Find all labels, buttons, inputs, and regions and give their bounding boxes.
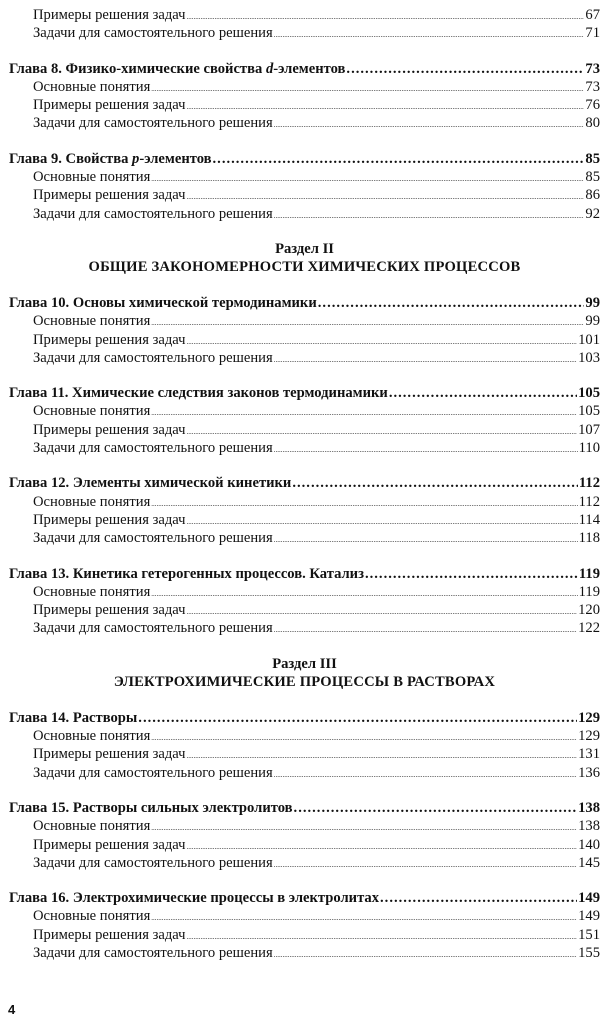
toc-entry[interactable] <box>9 493 600 511</box>
toc-page-number: 129 <box>578 728 600 745</box>
toc-page-number: 73 <box>585 60 600 77</box>
dot-leader <box>213 150 585 168</box>
toc-entry[interactable] <box>9 96 600 114</box>
toc-entry-label: Примеры решения задач <box>33 421 186 438</box>
toc-entry-label: Примеры решения задач <box>33 836 186 853</box>
section-number: Раздел II <box>275 240 334 257</box>
dot-leader <box>151 819 577 837</box>
toc-page-number: 86 <box>585 187 600 204</box>
section-heading <box>9 240 600 277</box>
section-heading <box>9 655 600 692</box>
toc-entry[interactable] <box>9 836 600 854</box>
toc-page-number: 76 <box>585 97 600 114</box>
chapter-15-heading[interactable] <box>9 799 600 817</box>
dot-leader <box>151 170 584 188</box>
dot-leader <box>380 889 577 907</box>
toc-page-number: 131 <box>578 746 600 763</box>
toc-entry[interactable] <box>9 78 600 96</box>
dot-leader <box>365 565 578 583</box>
toc-page-number: 149 <box>578 890 600 907</box>
toc-entry-label: Задачи для самостоятельного решения <box>33 944 273 961</box>
toc-page-number: 112 <box>578 493 600 510</box>
toc-page-number: 122 <box>578 620 600 637</box>
dot-leader <box>292 474 578 492</box>
toc-entry[interactable] <box>9 817 600 835</box>
dot-leader <box>151 80 584 98</box>
dot-leader <box>274 207 585 225</box>
toc-entry[interactable] <box>9 764 600 782</box>
toc-entry-label: Основные понятия <box>33 908 151 925</box>
toc-entry[interactable] <box>9 349 600 367</box>
toc-page-number: 99 <box>585 294 600 311</box>
toc-entry[interactable] <box>9 24 600 42</box>
chapter-11-heading[interactable] <box>9 384 600 402</box>
toc-entry[interactable] <box>9 439 600 457</box>
page-number: 4 <box>8 1002 16 1017</box>
toc-entry-label: Основные понятия <box>33 403 151 420</box>
dot-leader <box>151 909 577 927</box>
toc-entry[interactable] <box>9 854 600 872</box>
toc-entry-label: Задачи для самостоятельного решения <box>33 764 273 781</box>
dot-leader <box>274 116 585 134</box>
toc-entry-label: Основные понятия <box>33 818 151 835</box>
table-of-contents <box>9 6 600 962</box>
chapter-title: Глава 14. Растворы <box>9 709 138 726</box>
toc-page-number: 101 <box>578 331 600 348</box>
toc-entry[interactable] <box>9 331 600 349</box>
chapter-13-heading[interactable] <box>9 565 600 583</box>
toc-entry-label: Примеры решения задач <box>33 511 186 528</box>
toc-page-number: 92 <box>585 205 600 222</box>
toc-entry-label: Основные понятия <box>33 728 151 745</box>
chapter-title: Глава 11. Химические следствия законов термодинамики <box>9 385 388 402</box>
toc-page-number: 103 <box>578 349 600 366</box>
toc-page-number: 80 <box>585 115 600 132</box>
toc-entry[interactable] <box>9 114 600 132</box>
toc-page-number: 119 <box>578 565 600 582</box>
toc-page-number: 107 <box>578 421 600 438</box>
toc-entry[interactable] <box>9 926 600 944</box>
dot-leader <box>138 709 577 727</box>
chapter-16-heading[interactable] <box>9 889 600 907</box>
toc-page-number: 71 <box>585 25 600 42</box>
toc-entry-label: Примеры решения задач <box>33 187 186 204</box>
dot-leader <box>274 766 577 784</box>
dot-leader <box>389 384 577 402</box>
section-title: ЭЛЕКТРОХИМИЧЕСКИЕ ПРОЦЕССЫ В РАСТВОРАХ <box>113 674 496 691</box>
toc-entry[interactable] <box>9 619 600 637</box>
toc-page-number: 112 <box>578 475 600 492</box>
toc-entry-label: Задачи для самостоятельного решения <box>33 115 273 132</box>
chapter-title: Глава 12. Элементы химической кинетики <box>9 475 292 492</box>
section-title: ОБЩИЕ ЗАКОНОМЕРНОСТИ ХИМИЧЕСКИХ ПРОЦЕССОВ <box>88 259 521 276</box>
dot-leader <box>346 60 584 78</box>
toc-entry-label: Основные понятия <box>33 493 151 510</box>
dot-leader <box>151 729 577 747</box>
dot-leader <box>274 441 578 459</box>
dot-leader <box>274 351 577 369</box>
toc-entry[interactable] <box>9 907 600 925</box>
chapter-14-heading[interactable] <box>9 709 600 727</box>
toc-entry-label: Основные понятия <box>33 169 151 186</box>
dot-leader <box>294 799 578 817</box>
chapter-title: Глава 13. Кинетика гетерогенных процессов. Катализ <box>9 565 364 582</box>
toc-entry-label: Задачи для самостоятельного решения <box>33 440 273 457</box>
dot-leader <box>151 495 577 513</box>
toc-page-number: 105 <box>578 403 600 420</box>
dot-leader <box>274 856 577 874</box>
chapter-title: Глава 8. Физико-химические свойства d-элементов <box>9 60 346 77</box>
toc-page-number: 138 <box>578 799 600 816</box>
toc-entry[interactable] <box>9 312 600 330</box>
chapter-8-heading[interactable] <box>9 60 600 78</box>
chapter-title: Глава 9. Свойства p-элементов <box>9 150 212 167</box>
toc-entry-label: Задачи для самостоятельного решения <box>33 25 273 42</box>
toc-entry[interactable] <box>9 529 600 547</box>
toc-page-number: 138 <box>578 818 600 835</box>
dot-leader <box>274 621 577 639</box>
toc-page-number: 105 <box>578 385 600 402</box>
dot-leader <box>151 314 584 332</box>
toc-page-number: 136 <box>578 764 600 781</box>
toc-page-number: 151 <box>578 926 600 943</box>
toc-page-number: 114 <box>578 511 600 528</box>
toc-entry[interactable] <box>9 6 600 24</box>
toc-page-number: 99 <box>585 313 600 330</box>
dot-leader <box>274 26 585 44</box>
toc-entry[interactable] <box>9 944 600 962</box>
toc-entry[interactable] <box>9 402 600 420</box>
toc-page-number: 120 <box>578 602 600 619</box>
toc-page-number: 67 <box>585 7 600 23</box>
toc-page-number: 155 <box>578 944 600 961</box>
toc-page-number: 129 <box>578 709 600 726</box>
toc-entry-label: Основные понятия <box>33 583 151 600</box>
chapter-title: Глава 10. Основы химической термодинамики <box>9 294 317 311</box>
dot-leader <box>318 294 585 312</box>
chapter-title: Глава 15. Растворы сильных электролитов <box>9 799 293 816</box>
toc-entry[interactable] <box>9 745 600 763</box>
toc-page-number: 140 <box>578 836 600 853</box>
toc-entry-label: Примеры решения задач <box>33 331 186 348</box>
toc-entry[interactable] <box>9 511 600 529</box>
dot-leader <box>274 531 578 549</box>
toc-entry-label: Примеры решения задач <box>33 7 186 23</box>
toc-entry[interactable] <box>9 601 600 619</box>
toc-entry-label: Примеры решения задач <box>33 602 186 619</box>
toc-entry[interactable] <box>9 583 600 601</box>
dot-leader <box>151 585 577 603</box>
toc-entry-label: Основные понятия <box>33 313 151 330</box>
toc-entry[interactable] <box>9 727 600 745</box>
toc-page-number: 85 <box>585 169 600 186</box>
toc-entry[interactable] <box>9 186 600 204</box>
toc-entry[interactable] <box>9 421 600 439</box>
section-number: Раздел III <box>272 655 337 672</box>
toc-page-number: 119 <box>578 583 600 600</box>
toc-entry[interactable] <box>9 168 600 186</box>
toc-entry-label: Задачи для самостоятельного решения <box>33 205 273 222</box>
dot-leader <box>274 946 577 964</box>
toc-page-number: 85 <box>585 150 600 167</box>
toc-entry-label: Примеры решения задач <box>33 926 186 943</box>
toc-page-number: 118 <box>578 530 600 547</box>
toc-entry-label: Примеры решения задач <box>33 746 186 763</box>
toc-entry-label: Задачи для самостоятельного решения <box>33 854 273 871</box>
toc-entry-label: Примеры решения задач <box>33 97 186 114</box>
toc-page-number: 110 <box>578 440 600 457</box>
toc-page-number: 145 <box>578 854 600 871</box>
toc-entry-label: Задачи для самостоятельного решения <box>33 349 273 366</box>
toc-entry-label: Задачи для самостоятельного решения <box>33 530 273 547</box>
chapter-title: Глава 16. Электрохимические процессы в электролитах <box>9 890 380 907</box>
chapter-12-heading[interactable] <box>9 474 600 492</box>
chapter-10-heading[interactable] <box>9 294 600 312</box>
chapter-9-heading[interactable] <box>9 150 600 168</box>
dot-leader <box>151 404 577 422</box>
toc-entry-label: Основные понятия <box>33 78 151 95</box>
toc-entry-label: Задачи для самостоятельного решения <box>33 620 273 637</box>
toc-page-number: 73 <box>585 78 600 95</box>
toc-entry[interactable] <box>9 205 600 223</box>
toc-page-number: 149 <box>578 908 600 925</box>
